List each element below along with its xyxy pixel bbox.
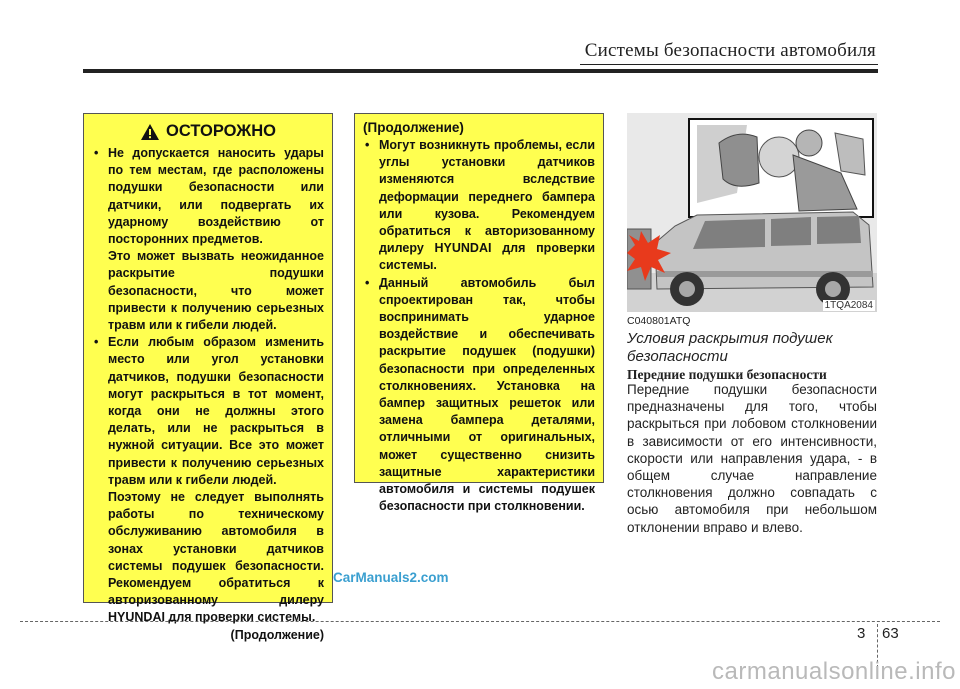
- airbag-crash-drawing: [627, 113, 877, 312]
- caution-box: [83, 113, 333, 642]
- header-rule: [83, 69, 878, 73]
- illustration-code: 1TQA2084: [824, 300, 873, 311]
- continued-bullet-1: • Могут возникнуть проблемы, если углы установки датчиков изменяются вследствие деформации переднего бампера или кузова. Рекомендуем обратиться к авторизованному дилеру HYUNDAI для проверки системы.: [363, 137, 595, 275]
- site-watermark-footer[interactable]: carmanualsonline.info: [712, 658, 956, 685]
- figure-caption-code: C040801ATQ: [627, 315, 691, 327]
- continued-box: [354, 113, 604, 514]
- caution-bullet-1: • Не допускается наносить удары по тем местам, где расположены подушки безопасности или датчики, или подвергать их ударному воздействию от посторонних предметов.: [92, 145, 324, 248]
- continued-bullet-2: • Данный автомобиль был спроектирован так, чтобы воспринимать ударное воздействие и обеспечивать раскрытие подушек (подушки) безопасности при определенных столкновениях. Установка на бампер защитных решеток или замена бампера деталями, отличными от оригинальных, может существенно снизить защитные характеристики автомобиля и системы подушек безопасности при столкновении.: [363, 275, 595, 516]
- caution-paragraph-4: Поэтому не следует выполнять работы по техническому обслуживанию автомобиля в зонах установки датчиков системы подушек безопасности. Рекомендуем обратиться к авторизованному дилеру HYUNDAI для проверки системы.: [108, 490, 324, 625]
- caution-heading: [92, 122, 324, 141]
- caution-bullet-2: • Если любым образом изменить место или угол установки датчиков, подушки безопасности могут раскрыться в тот момент, когда они не должны этого делать, или не раскрыться в нужной ситуации. Все это может привести к получению серьезных травм или к гибели людей.: [92, 334, 324, 489]
- airbag-illustration: [627, 113, 877, 312]
- page-header-title: Системы безопасности автомобиля: [584, 40, 876, 61]
- continued-heading: (Продолжение): [363, 120, 464, 135]
- caution-paragraph-2: Это может вызвать неожиданное раскрытие подушки безопасности, что может привести к получению серьезных травм или к гибели людей.: [108, 249, 324, 333]
- watermark-link[interactable]: CarManuals2.com: [333, 570, 449, 585]
- section-subtitle: Передние подушки безопасности: [627, 367, 827, 382]
- warning-triangle-icon: [140, 123, 160, 141]
- footer-dashed-rule: [20, 621, 940, 622]
- page-number: 63: [882, 625, 899, 642]
- chapter-number: 3: [857, 625, 866, 642]
- caution-continued-label: (Продолжение): [230, 627, 324, 642]
- caution-heading-text: ОСТОРОЖНО: [166, 122, 276, 140]
- section-title: Условия раскрытия подушек безопасности: [627, 330, 833, 365]
- header-thin-rule: [580, 64, 878, 65]
- section-body-text: Передние подушки безопасности предназначены для того, чтобы раскрыться при лобовом столкновении в зависимости от его интенсивности, скорости или направления удара, - в общем случае направление столкновения должно совпадать с осью автомобиля при небольшом отклонении вправо и влево.: [627, 382, 877, 535]
